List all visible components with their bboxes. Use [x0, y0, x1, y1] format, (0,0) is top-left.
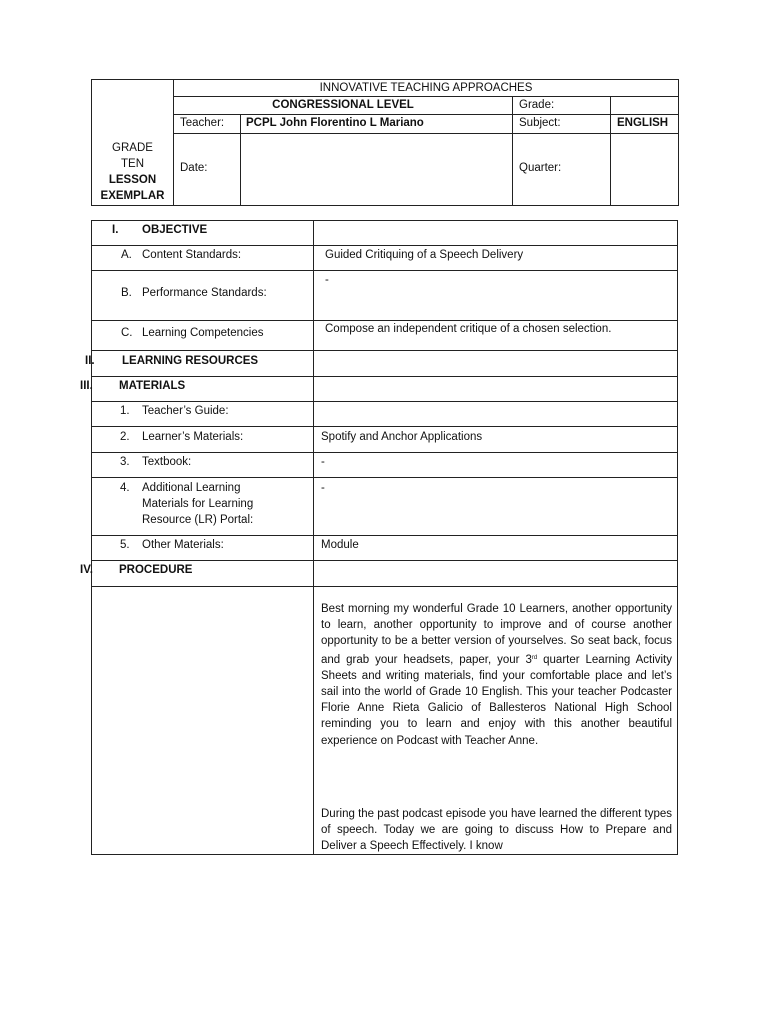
rule	[91, 586, 678, 587]
subject-value: ENGLISH	[617, 117, 669, 129]
quarter-label: Quarter:	[519, 162, 562, 174]
learning-competencies-num: C.	[121, 327, 133, 339]
procedure-paragraph-1-a: Best morning my wonderful Grade 10 Learners, another opportunity to learn, another opportunity to improve and of course another opportunity to be a better version of yourselves. So seat back, focus and grab your headsets, paper, your 3	[321, 603, 672, 666]
rule	[91, 270, 678, 271]
teachers-guide-label: Teacher’s Guide:	[142, 405, 229, 417]
textbook-num: 3.	[120, 456, 130, 468]
rule	[91, 854, 678, 855]
approaches-title: INNOVATIVE TEACHING APPROACHES	[319, 82, 533, 94]
rule	[313, 220, 314, 855]
procedure-paragraph-1-b: quarter Learning Activity Sheets and writing materials, find your comfortable place and let’s sail into the world of Grade 10 English. This your teacher Podcaster Florie Anne Rieta Galicio of Ballesteros National High School reminding you to learn and enjoy with this another beautiful experience on Podcast with Teacher Anne.	[321, 653, 672, 747]
rule	[91, 401, 678, 402]
procedure-paragraph-2: During the past podcast episode you have learned the different types of speech. Today we are going to discuss How to Prepare and Deliver a Speech Effectively. I know	[321, 808, 672, 853]
grade-label: Grade:	[519, 99, 555, 111]
additional-value: -	[321, 482, 325, 494]
additional-label-line1: Additional Learning	[142, 482, 241, 494]
rule	[91, 350, 678, 351]
objective-num: I.	[112, 224, 119, 236]
learning-resources-num: II.	[85, 355, 95, 367]
additional-label-line3: Resource (LR) Portal:	[142, 514, 254, 526]
performance-standards-value: -	[325, 274, 329, 286]
learners-materials-value: Spotify and Anchor Applications	[321, 431, 483, 443]
content-standards-num: A.	[121, 249, 132, 261]
date-label: Date:	[180, 162, 208, 174]
side-title-ten: TEN	[121, 158, 144, 170]
learners-materials-num: 2.	[120, 431, 130, 443]
level-title: CONGRESSIONAL LEVEL	[272, 99, 414, 111]
rule	[91, 220, 678, 221]
performance-standards-label: Performance Standards:	[142, 287, 267, 299]
rule	[91, 376, 678, 377]
teachers-guide-num: 1.	[120, 405, 130, 417]
ordinal-suffix: rd	[531, 654, 538, 661]
content-standards-label: Content Standards:	[142, 249, 242, 261]
learning-resources-label: LEARNING RESOURCES	[122, 355, 259, 367]
learning-competencies-label: Learning Competencies	[142, 327, 264, 339]
textbook-label: Textbook:	[142, 456, 192, 468]
rule	[91, 220, 92, 855]
rule	[677, 220, 678, 855]
rule	[91, 320, 678, 321]
textbook-value: -	[321, 456, 325, 468]
materials-label: MATERIALS	[119, 380, 186, 392]
procedure-num: IV.	[80, 564, 94, 576]
subject-label: Subject:	[519, 117, 561, 129]
side-title-grade: GRADE	[112, 142, 153, 154]
additional-label-line2: Materials for Learning	[142, 498, 254, 510]
teacher-value: PCPL John Florentino L Mariano	[246, 117, 424, 129]
additional-num: 4.	[120, 482, 130, 494]
procedure-label: PROCEDURE	[119, 564, 193, 576]
teacher-label: Teacher:	[180, 117, 225, 129]
rule	[91, 452, 678, 453]
rule	[91, 245, 678, 246]
rule	[91, 477, 678, 478]
learners-materials-label: Learner’s Materials:	[142, 431, 244, 443]
rule	[91, 426, 678, 427]
other-materials-value: Module	[321, 539, 359, 551]
learning-competencies-value: Compose an independent critique of a chosen selection.	[325, 323, 612, 335]
rule	[91, 535, 678, 536]
content-standards-value: Guided Critiquing of a Speech Delivery	[325, 249, 524, 261]
side-title-lesson: LESSON	[108, 174, 157, 186]
performance-standards-num: B.	[121, 287, 132, 299]
procedure-paragraph-1	[321, 601, 672, 749]
rule	[91, 560, 678, 561]
other-materials-label: Other Materials:	[142, 539, 224, 551]
side-title-exemplar: EXEMPLAR	[100, 190, 165, 202]
materials-num: III.	[80, 380, 93, 392]
other-materials-num: 5.	[120, 539, 130, 551]
objective-label: OBJECTIVE	[142, 224, 208, 236]
